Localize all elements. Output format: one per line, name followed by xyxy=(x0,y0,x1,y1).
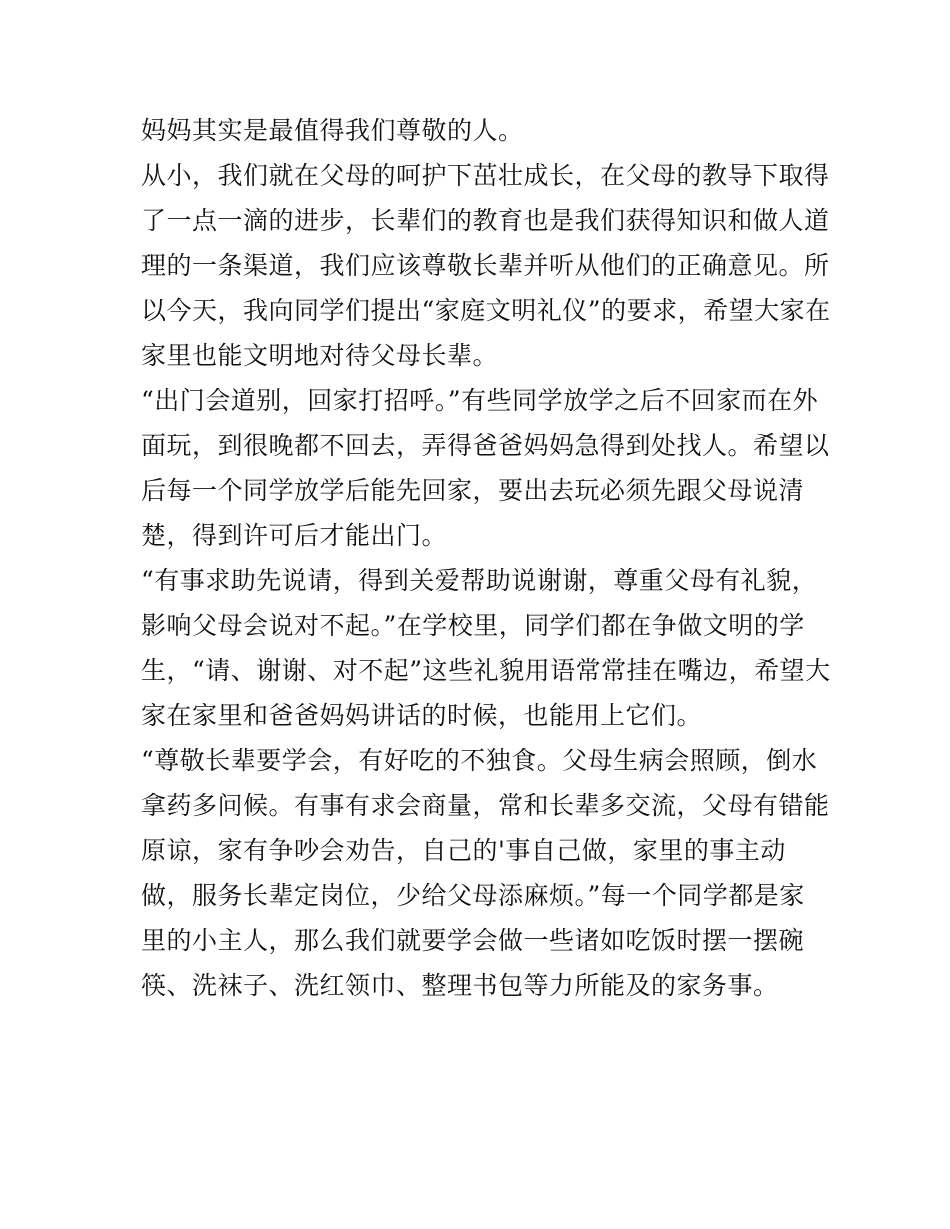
text-line: “尊敬长辈要学会，有好吃的不独食。父母生病会照顾，倒水 xyxy=(141,746,818,775)
text-line: 从小，我们就在父母的呵护下茁壮成长，在父母的教导下取得 xyxy=(141,161,830,190)
text-line: 以今天，我向同学们提出“家庭文明礼仪”的要求，希望大家在 xyxy=(141,296,831,325)
text-line: 理的一条渠道，我们应该尊敬长辈并听从他们的正确意见。所 xyxy=(141,251,830,280)
text-line: 生，“请、谢谢、对不起”这些礼貌用语常常挂在嘴边，希望大 xyxy=(141,656,831,685)
text-line: 面玩，到很晚都不回去，弄得爸爸妈妈急得到处找人。希望以 xyxy=(141,431,830,460)
text-line: 了一点一滴的进步，长辈们的教育也是我们获得知识和做人道 xyxy=(141,206,830,235)
text-line: 后每一个同学放学后能先回家，要出去玩必须先跟父母说清 xyxy=(141,476,805,505)
text-line: 楚，得到许可后才能出门。 xyxy=(141,521,448,550)
text-line: “出门会道别，回家打招呼。”有些同学放学之后不回家而在外 xyxy=(141,386,819,415)
text-line: 家在家里和爸爸妈妈讲话的时候，也能用上它们。 xyxy=(141,701,703,730)
text-line: “有事求助先说请，得到关爱帮助说谢谢，尊重父母有礼貌， xyxy=(141,566,818,595)
text-line: 筷、洗袜子、洗红领巾、整理书包等力所能及的家务事。 xyxy=(141,971,779,1000)
text-line: 里的小主人，那么我们就要学会做一些诸如吃饭时摆一摆碗 xyxy=(141,926,805,955)
text-line: 妈妈其实是最值得我们尊敬的人。 xyxy=(141,116,524,145)
text-line: 原谅，家有争吵会劝告，自己的'事自己做，家里的事主动 xyxy=(141,836,786,865)
text-line: 影响父母会说对不起。”在学校里，同学们都在争做文明的学 xyxy=(141,611,805,640)
document-body xyxy=(141,108,831,1008)
text-line: 拿药多问候。有事有求会商量，常和长辈多交流，父母有错能 xyxy=(141,791,830,820)
text-line: 家里也能文明地对待父母长辈。 xyxy=(141,341,499,370)
text-line: 做，服务长辈定岗位，少给父母添麻烦。”每一个同学都是家 xyxy=(141,881,805,910)
